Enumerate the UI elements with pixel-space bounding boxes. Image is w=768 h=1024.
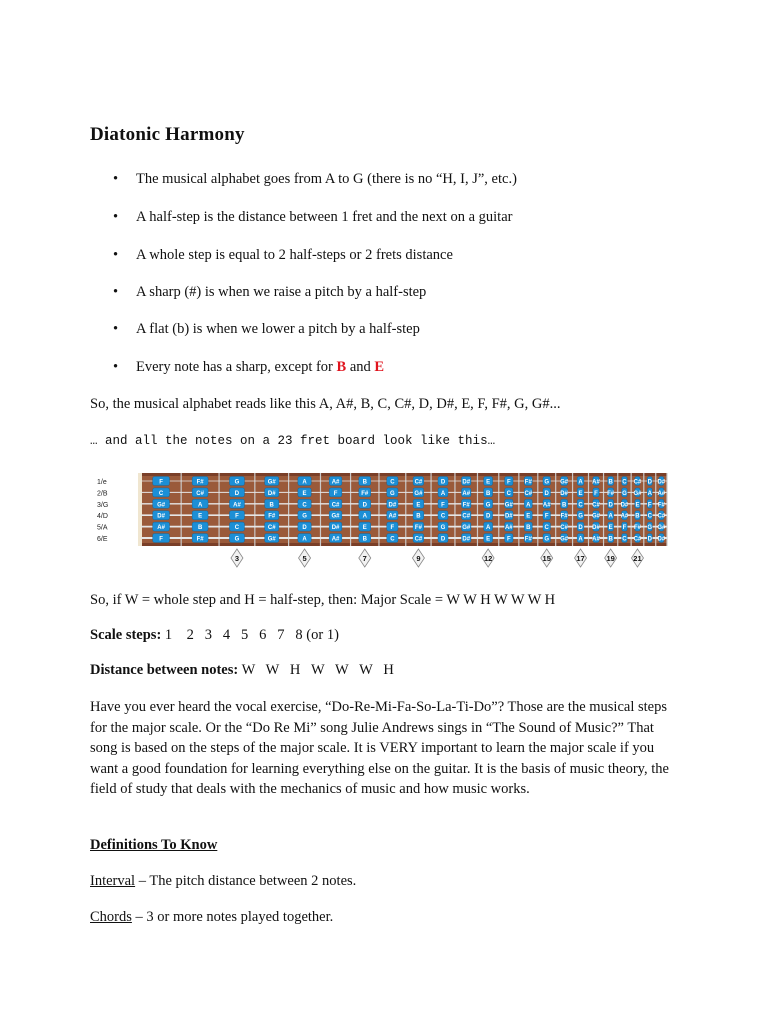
note-label: F# [524,479,532,486]
note-label: A# [657,490,666,497]
note-label: A# [620,513,629,520]
note-label: G [302,513,307,520]
note-label: F# [607,490,615,497]
note-label: B [362,479,367,486]
note-label: A# [504,525,513,532]
note-label: D# [504,513,513,520]
note-label: F# [657,502,665,509]
note-label: D [440,536,446,543]
scale-steps-label: Scale steps: [90,627,162,643]
note-label: D# [620,502,629,509]
bullet-text: A flat (b) is when we lower a pitch by a half-step [136,321,420,337]
note-label: G [234,479,240,486]
note-label: D [608,502,613,509]
note-label: G [647,525,653,532]
note-label: F [333,490,338,497]
bullet-text: A half-step is the distance between 1 fret and the next on a guitar [136,209,513,225]
note-label: F [159,536,163,543]
note-label: B [485,490,491,497]
note-label: F [390,525,395,532]
note-label: A [302,479,307,486]
bullet-text: The musical alphabet goes from A to G (there is no “H, I, J”, etc.) [136,171,517,187]
note-b-highlight: B [336,359,347,375]
note-label: B [526,525,531,532]
note-label: C [647,513,652,520]
bullet-glyph: • [113,171,119,187]
bullet-glyph: • [113,321,119,337]
note-label: A# [542,502,551,509]
note-label: G# [504,502,513,509]
note-label: F# [268,513,276,520]
note-label: A# [592,479,600,486]
note-label: A [302,536,307,543]
fretboard-nut [138,473,142,546]
note-label: F [506,536,511,543]
note-label: C# [414,536,423,543]
note-label: G [234,536,240,543]
note-label: E [198,513,203,520]
bullet-glyph: • [113,359,119,375]
body-paragraph: Have you ever heard the vocal exercise, “Do-Re-Mi-Fa-So-La-Ti-Do”? Those are the musical steps for the major scale. Or the “Do Re Mi” song Julie Andrews sings in “The Sound of Music?” That song is based on the steps of the major scale. It is VERY important to learn the major scale if you want a good foundation for learning everything else on the guitar. It is the basis of music theory, the field of study that deals with the mechanics of music and how music works. [90,699,669,797]
fret-number-label: 21 [633,554,642,563]
bullet-text-pre: Every note has a sharp, except for [136,359,337,375]
definition-term: Interval [90,873,136,889]
bullet-glyph: • [113,284,119,300]
note-label: B [608,479,613,486]
note-label: F# [361,490,369,497]
string-label: 2/B [97,490,108,498]
note-label: B [269,502,274,509]
note-label: G [440,525,446,532]
note-label: B [561,502,567,509]
note-label: F [544,513,549,520]
note-label: G# [267,536,276,543]
note-label: F [506,479,511,486]
note-label: C# [633,536,642,543]
note-label: D# [331,525,340,532]
note-label: C# [331,502,340,509]
note-label: C [622,536,627,543]
note-label: C [390,536,395,543]
note-label: C# [633,479,642,486]
major-scale-line: So, if W = whole step and H = half-step, then: Major Scale = W W H W W W H [90,592,556,608]
note-label: D [302,525,307,532]
note-label: A [197,502,203,509]
note-label: C# [414,479,423,486]
string-label: 6/E [97,536,108,543]
string-label: 1/e [97,479,107,486]
note-label: G [544,536,550,543]
note-label: C [158,490,164,497]
note-label: D [578,525,583,532]
note-label: C# [592,502,600,509]
bullet-text: A sharp (#) is when we raise a pitch by a half-step [136,284,427,300]
note-label: B [608,536,613,543]
note-label: A [440,490,446,497]
note-label: D# [560,490,568,497]
note-label: G# [657,525,666,532]
note-label: G# [560,536,569,543]
page-title: Diatonic Harmony [90,124,245,145]
definition-term: Chords [90,909,132,925]
note-label: D [647,536,652,543]
note-label: A [647,490,652,497]
note-label: D# [267,490,276,497]
string-label: 4/D [97,513,108,521]
note-label: E [635,502,640,509]
note-label: G# [462,525,471,532]
note-label: A [526,502,531,509]
fret-number-label: 5 [302,554,307,563]
fret-number-label: 7 [362,554,367,563]
note-label: F# [524,536,532,543]
note-label: B [362,536,367,543]
bullet-glyph: • [113,247,119,263]
fretboard-svg [95,470,670,570]
definition-text: – 3 or more notes played together. [131,909,334,925]
note-label: G [485,502,491,509]
note-label: E [302,490,307,497]
note-label: A [485,525,491,532]
note-label: G# [592,513,601,520]
note-label: C# [524,490,533,497]
definition-interval [90,873,356,890]
scale-steps-values: 1 2 3 4 5 6 7 8 (or 1) [164,627,339,643]
note-label: E [608,525,613,532]
distance-label: Distance between notes: [90,662,239,678]
note-label: F [647,502,652,509]
distance-values: W W H W W W H [241,662,394,678]
fret-number-label: 9 [416,554,421,563]
note-label: A# [388,513,397,520]
note-label: F# [196,479,204,486]
note-label: A [362,513,367,520]
note-label: A [608,513,613,520]
note-label: G [390,490,395,497]
note-label: E [416,502,421,509]
note-label: C [390,479,395,486]
definitions-heading: Definitions To Know [90,837,218,853]
bullet-text [136,359,384,376]
note-label: D# [462,536,471,543]
note-label: B [197,525,203,532]
fret-number-label: 12 [483,554,493,563]
note-label: G# [157,502,166,509]
note-label: B [635,513,640,520]
bullet-text: A whole step is equal to 2 half-steps or 2 frets distance [136,247,453,263]
definition-chords [90,909,333,926]
note-label: A [578,536,583,543]
note-label: F# [414,525,422,532]
string-label: 3/G [97,501,109,509]
note-label: D# [388,502,397,509]
note-label: E [486,479,491,486]
note-label: A# [331,479,340,486]
note-label: F# [196,536,204,543]
note-label: E [578,490,583,497]
note-label: F [441,502,445,509]
fret-number-label: 3 [234,554,240,563]
note-label: A# [592,536,600,543]
note-label: B [416,513,421,520]
note-e-highlight: E [374,359,385,375]
note-label: G# [633,490,642,497]
note-label: F [622,525,627,532]
note-label: A# [233,502,241,509]
bullet-glyph: • [113,209,119,225]
note-label: G# [560,479,569,486]
note-label: D [362,502,367,509]
note-label: D# [657,479,666,486]
note-label: A# [462,490,471,497]
note-label: E [486,536,491,543]
note-label: C# [196,490,204,497]
note-label: F# [633,525,641,532]
definition-text: – The pitch distance between 2 notes. [135,873,357,889]
note-label: D [544,490,549,497]
note-label: C# [462,513,471,520]
fretboard-diagram [95,470,670,570]
note-label: D [234,490,240,497]
note-label: F [159,479,163,486]
note-label: C [544,525,549,532]
note-label: E [526,513,531,520]
note-label: D [485,513,491,520]
note-label: C [506,490,511,497]
fret-number-label: 15 [542,554,551,563]
note-label: D# [462,479,471,486]
note-label: A# [157,525,165,532]
fretboard-intro-line: … and all the notes on a 23 fret board look like this… [90,434,496,448]
fret-number-label: 17 [576,554,585,563]
note-label: C# [560,525,568,532]
note-label: G [544,479,550,486]
note-label: G# [331,513,340,520]
note-label: C [234,525,240,532]
note-label: G# [414,490,423,497]
note-label: G [622,490,627,497]
note-label: C [440,513,446,520]
note-label: F# [560,513,568,520]
note-label: C [622,479,627,486]
note-label: G# [267,479,276,486]
note-label: D# [592,525,600,532]
scale-steps-line [90,627,339,644]
string-label: 5/A [97,524,108,532]
note-label: D [647,479,652,486]
alphabet-line: So, the musical alphabet reads like this A, A#, B, C, C#, D, D#, E, F, F#, G, G#... [90,396,561,412]
note-label: C [578,502,583,509]
note-label: F [235,513,239,520]
note-label: C# [267,525,276,532]
note-label: E [362,525,367,532]
note-label: D# [157,513,165,520]
note-label: G [578,513,583,520]
note-label: D# [657,536,666,543]
note-label: C# [657,513,666,520]
bullet-text-mid: and [346,359,375,375]
note-label: D [440,479,446,486]
note-label: F# [462,502,470,509]
note-label: A [578,479,583,486]
note-label: F [594,490,598,497]
note-label: C [302,502,307,509]
fret-number-label: 19 [606,554,615,563]
note-label: A# [331,536,340,543]
distance-line [90,662,394,679]
